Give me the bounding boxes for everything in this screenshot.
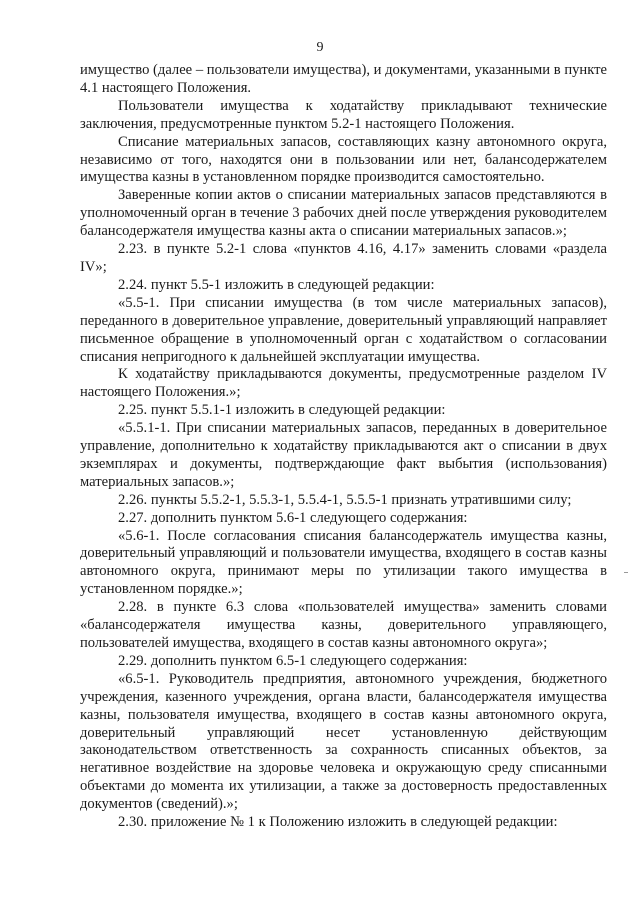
paragraph: Заверенные копии актов о списании материальных запасов представляются в уполномоченный орган в течение 3 рабочих дней после утверждения руководителем балансодержателя имущества казны акта о списании материальных запасов.»;	[80, 187, 607, 240]
paragraph-item-2-23: 2.23. в пункте 5.2-1 слова «пунктов 4.16, 4.17» заменить словами «раздела IV»;	[80, 241, 607, 275]
paragraph-item-2-25: 2.25. пункт 5.5.1-1 изложить в следующей редакции:	[118, 402, 446, 419]
paragraph-quote-5-6-1: «5.6-1. После согласования списания балансодержатель имущества казны, доверительный управляющий и пользователи имущества, входящего в состав казны автономного округа, принимают меры по утилизации такого имущества в установленном порядке.»;	[80, 527, 607, 598]
paragraph: К ходатайству прикладываются документы, предусмотренные разделом IV настоящего Положения.»;	[80, 366, 607, 401]
paragraph-item-2-29: 2.29. дополнить пунктом 6.5-1 следующего содержания:	[118, 652, 468, 669]
scan-edge-mark	[624, 572, 628, 573]
paragraph-quote-5-5-1: «5.5-1. При списании имущества (в том числе материальных запасов), переданного в доверительное управление, доверительный управляющий направляет письменное обращение в уполномоченный орган с ходатайством о согласовании списания непригодного к дальнейшей эксплуатации имущества.	[80, 294, 607, 365]
paragraph-item-2-28: 2.28. в пункте 6.3 слова «пользователей имущества» заменить словами «балансодержателя имущества казны, доверительного управляющего, пользователей имущества, входящего в состав казны автономного округа»;	[80, 599, 607, 651]
paragraph-continuation: имущество (далее – пользователи имущества), и документами, указанными в пункте 4.1 настоящего Положения.	[80, 62, 607, 96]
page-number: 9	[316, 40, 324, 55]
document-body	[80, 62, 607, 832]
paragraph-quote-5-5-1-1: «5.5.1-1. При списании материальных запасов, переданных в доверительное управление, дополнительно к ходатайству прикладываются акт о списании в двух экземплярах и документы, подтверждающие факт выбытия (использования) материальных запасов.»;	[80, 420, 607, 490]
paragraph-item-2-30: 2.30. приложение № 1 к Положению изложить в следующей редакции:	[118, 814, 558, 831]
paragraph-item-2-26: 2.26. пункты 5.5.2-1, 5.5.3-1, 5.5.4-1, 5.5.5-1 признать утратившими силу;	[118, 491, 572, 508]
paragraph-item-2-27: 2.27. дополнить пунктом 5.6-1 следующего содержания:	[118, 509, 468, 526]
paragraph-item-2-24: 2.24. пункт 5.5-1 изложить в следующей редакции:	[118, 276, 435, 293]
paragraph: Пользователи имущества к ходатайству прикладывают технические заключения, предусмотренные пунктом 5.2-1 настоящего Положения.	[80, 97, 607, 132]
paragraph: Списание материальных запасов, составляющих казну автономного округа, независимо от того, находятся они в пользовании или нет, балансодержателем имущества казны в установленном порядке производится самостоятельно.	[80, 133, 607, 186]
paragraph-quote-6-5-1: «6.5-1. Руководитель предприятия, автономного учреждения, бюджетного учреждения, казенного учреждения, органа власти, балансодержателя имущества казны, пользователя имущества, входящего в состав казны автономного округа, доверительный управляющий несет установленную действующим законодательством ответственность за сохранность списанных объектов, за негативное воздействие на здоровье человека и окружающую среду списанными объектами до момента их утилизации, а также за достоверность предоставленных документов (сведений).»;	[80, 670, 607, 813]
